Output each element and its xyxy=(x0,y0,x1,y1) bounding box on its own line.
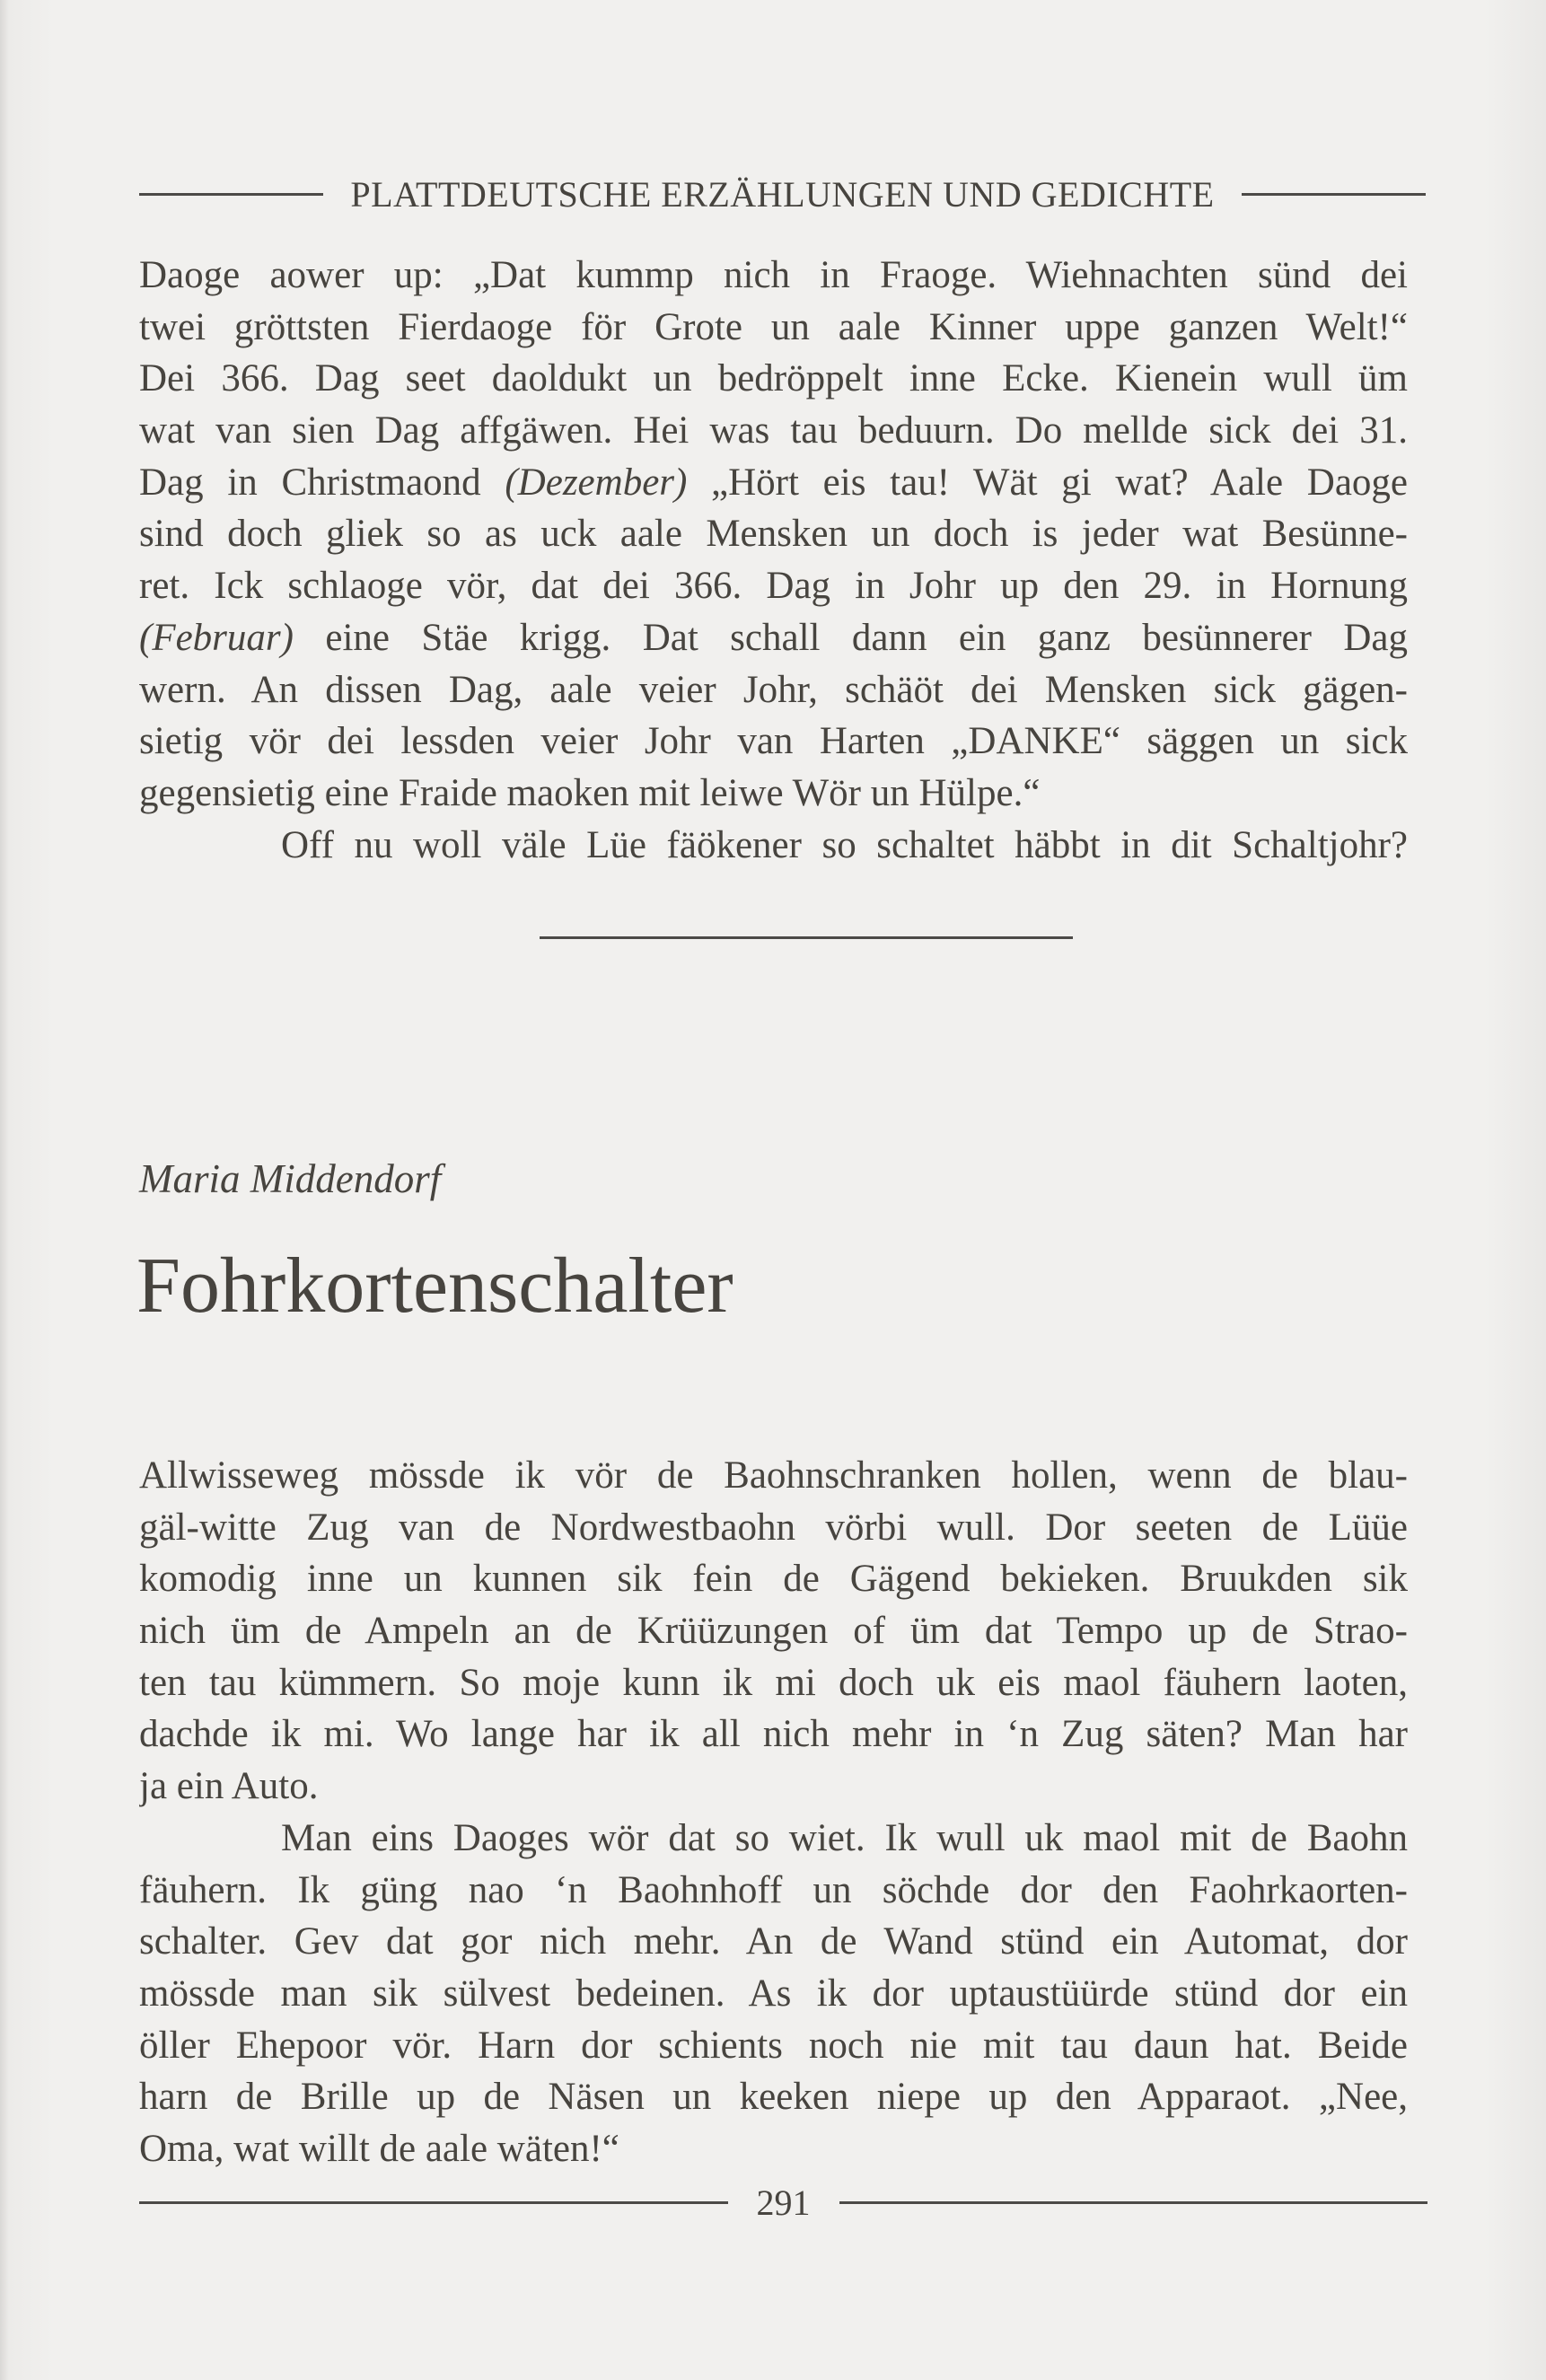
text-line xyxy=(139,2123,1408,2175)
footer-rule-right xyxy=(839,2201,1428,2204)
text-line xyxy=(139,2071,1408,2123)
text-segment: gegensietig eine Fraide maoken mit leiwe Wör un Hülpe.“ xyxy=(139,771,1041,814)
text-line xyxy=(139,2020,1408,2072)
text-segment: ten tau kümmern. So moje kunn ik mi doch uk eis maol fäuhern laoten, xyxy=(139,1661,1408,1704)
text-segment: fäuhern. Ik güng nao ‘n Baohnhoff un söchde dor den Faohrkaorten- xyxy=(139,1868,1408,1911)
text-line xyxy=(139,1450,1408,1502)
text-line xyxy=(139,405,1408,457)
text-segment: sind doch gliek so as uck aale Mensken un doch is jeder wat Besünne- xyxy=(139,513,1408,556)
text-line xyxy=(139,250,1408,302)
text-line xyxy=(139,664,1408,716)
text-line xyxy=(139,612,1408,664)
text-segment: „Hört eis tau! Wät gi wat? Aale Daoge xyxy=(687,461,1408,504)
page-footer xyxy=(139,2179,1427,2226)
text-line xyxy=(139,1813,1408,1865)
running-header xyxy=(139,171,1426,217)
running-header-title: PLATTDEUTSCHE ERZÄHLUNGEN UND GEDICHTE xyxy=(350,173,1215,215)
footer-rule-left xyxy=(139,2201,728,2204)
text-line xyxy=(139,302,1408,354)
text-segment: eine Stäe krigg. Dat schall dann ein ganz besünnerer Dag xyxy=(293,616,1408,659)
text-segment: Dag in Christmaond xyxy=(139,461,505,504)
text-segment: ja ein Auto. xyxy=(139,1765,319,1808)
header-rule-right xyxy=(1242,193,1426,196)
author-name: Maria Middendorf xyxy=(139,1156,442,1201)
text-segment: wern. An dissen Dag, aale veier Johr, schäöt dei Mensken sick gägen- xyxy=(139,668,1408,711)
text-segment: wat van sien Dag affgäwen. Hei was tau beduurn. Do mellde sick dei 31. xyxy=(139,409,1408,452)
header-rule-left xyxy=(139,193,323,196)
text-segment: Off nu woll väle Lüe fäökener so schaltet häbbt in dit Schaltjohr? xyxy=(281,823,1408,866)
text-segment: schalter. Gev dat gor nich mehr. An de Wand stünd ein Automat, dor xyxy=(139,1920,1408,1963)
text-segment: sietig vör dei lessden veier Johr van Harten „DANKE“ säggen un sick xyxy=(139,720,1408,763)
text-segment: twei gröttsten Fierdaoge för Grote un aale Kinner uppe ganzen Welt!“ xyxy=(139,305,1408,348)
text-line xyxy=(139,1502,1408,1554)
text-line xyxy=(139,1605,1408,1657)
text-segment: öller Ehepoor vör. Harn dor schients noch nie mit tau daun hat. Beide xyxy=(139,2024,1408,2067)
text-line xyxy=(139,457,1408,509)
text-segment: komodig inne un kunnen sik fein de Gägend bekieken. Bruukden sik xyxy=(139,1558,1408,1601)
text-line xyxy=(139,560,1408,612)
text-line xyxy=(139,820,1408,872)
text-line xyxy=(139,353,1408,405)
text-line xyxy=(139,1968,1408,2020)
italic-text-segment: (Februar) xyxy=(139,616,294,659)
text-segment: dachde ik mi. Wo lange har ik all nich mehr in ‘n Zug säten? Man har xyxy=(139,1713,1408,1756)
text-line xyxy=(139,768,1408,820)
text-segment: Dei 366. Dag seet daoldukt un bedröppelt inne Ecke. Kienein wull üm xyxy=(139,357,1408,400)
text-segment: Oma, wat willt de aale wäten!“ xyxy=(139,2127,619,2170)
text-segment: nich üm de Ampeln an de Krüüzungen of üm dat Tempo up de Strao- xyxy=(139,1610,1408,1653)
text-line xyxy=(139,1916,1408,1968)
text-segment: Daoge aower up: „Dat kummp nich in Fraoge. Wiehnachten sünd dei xyxy=(139,254,1408,296)
text-segment: Allwisseweg mössde ik vör de Baohnschranken hollen, wenn de blau- xyxy=(139,1454,1408,1497)
text-line xyxy=(139,1553,1408,1605)
page-number: 291 xyxy=(756,2182,811,2223)
text-line xyxy=(139,1708,1408,1761)
section-divider xyxy=(540,936,1073,939)
text-line xyxy=(139,508,1408,560)
story-title: Fohrkortenschalter xyxy=(136,1243,733,1330)
italic-text-segment: (Dezember) xyxy=(505,461,688,504)
text-segment: mössde man sik sülvest bedeinen. As ik dor uptaustüürde stünd dor ein xyxy=(139,1972,1408,2015)
story-body xyxy=(139,1450,1408,2175)
text-line xyxy=(139,716,1408,768)
intro-paragraph xyxy=(139,250,1408,871)
text-segment: harn de Brille up de Näsen un keeken niepe up den Apparaot. „Nee, xyxy=(139,2076,1408,2119)
text-line xyxy=(139,1761,1408,1813)
text-line xyxy=(139,1657,1408,1709)
text-segment: Man eins Daoges wör dat so wiet. Ik wull uk maol mit de Baohn xyxy=(281,1816,1408,1859)
text-segment: ret. Ick schlaoge vör, dat dei 366. Dag in Johr up den 29. in Hornung xyxy=(139,565,1408,608)
text-line xyxy=(139,1865,1408,1917)
text-segment: gäl-witte Zug van de Nordwestbaohn vörbi wull. Dor seeten de Lüüe xyxy=(139,1506,1408,1549)
